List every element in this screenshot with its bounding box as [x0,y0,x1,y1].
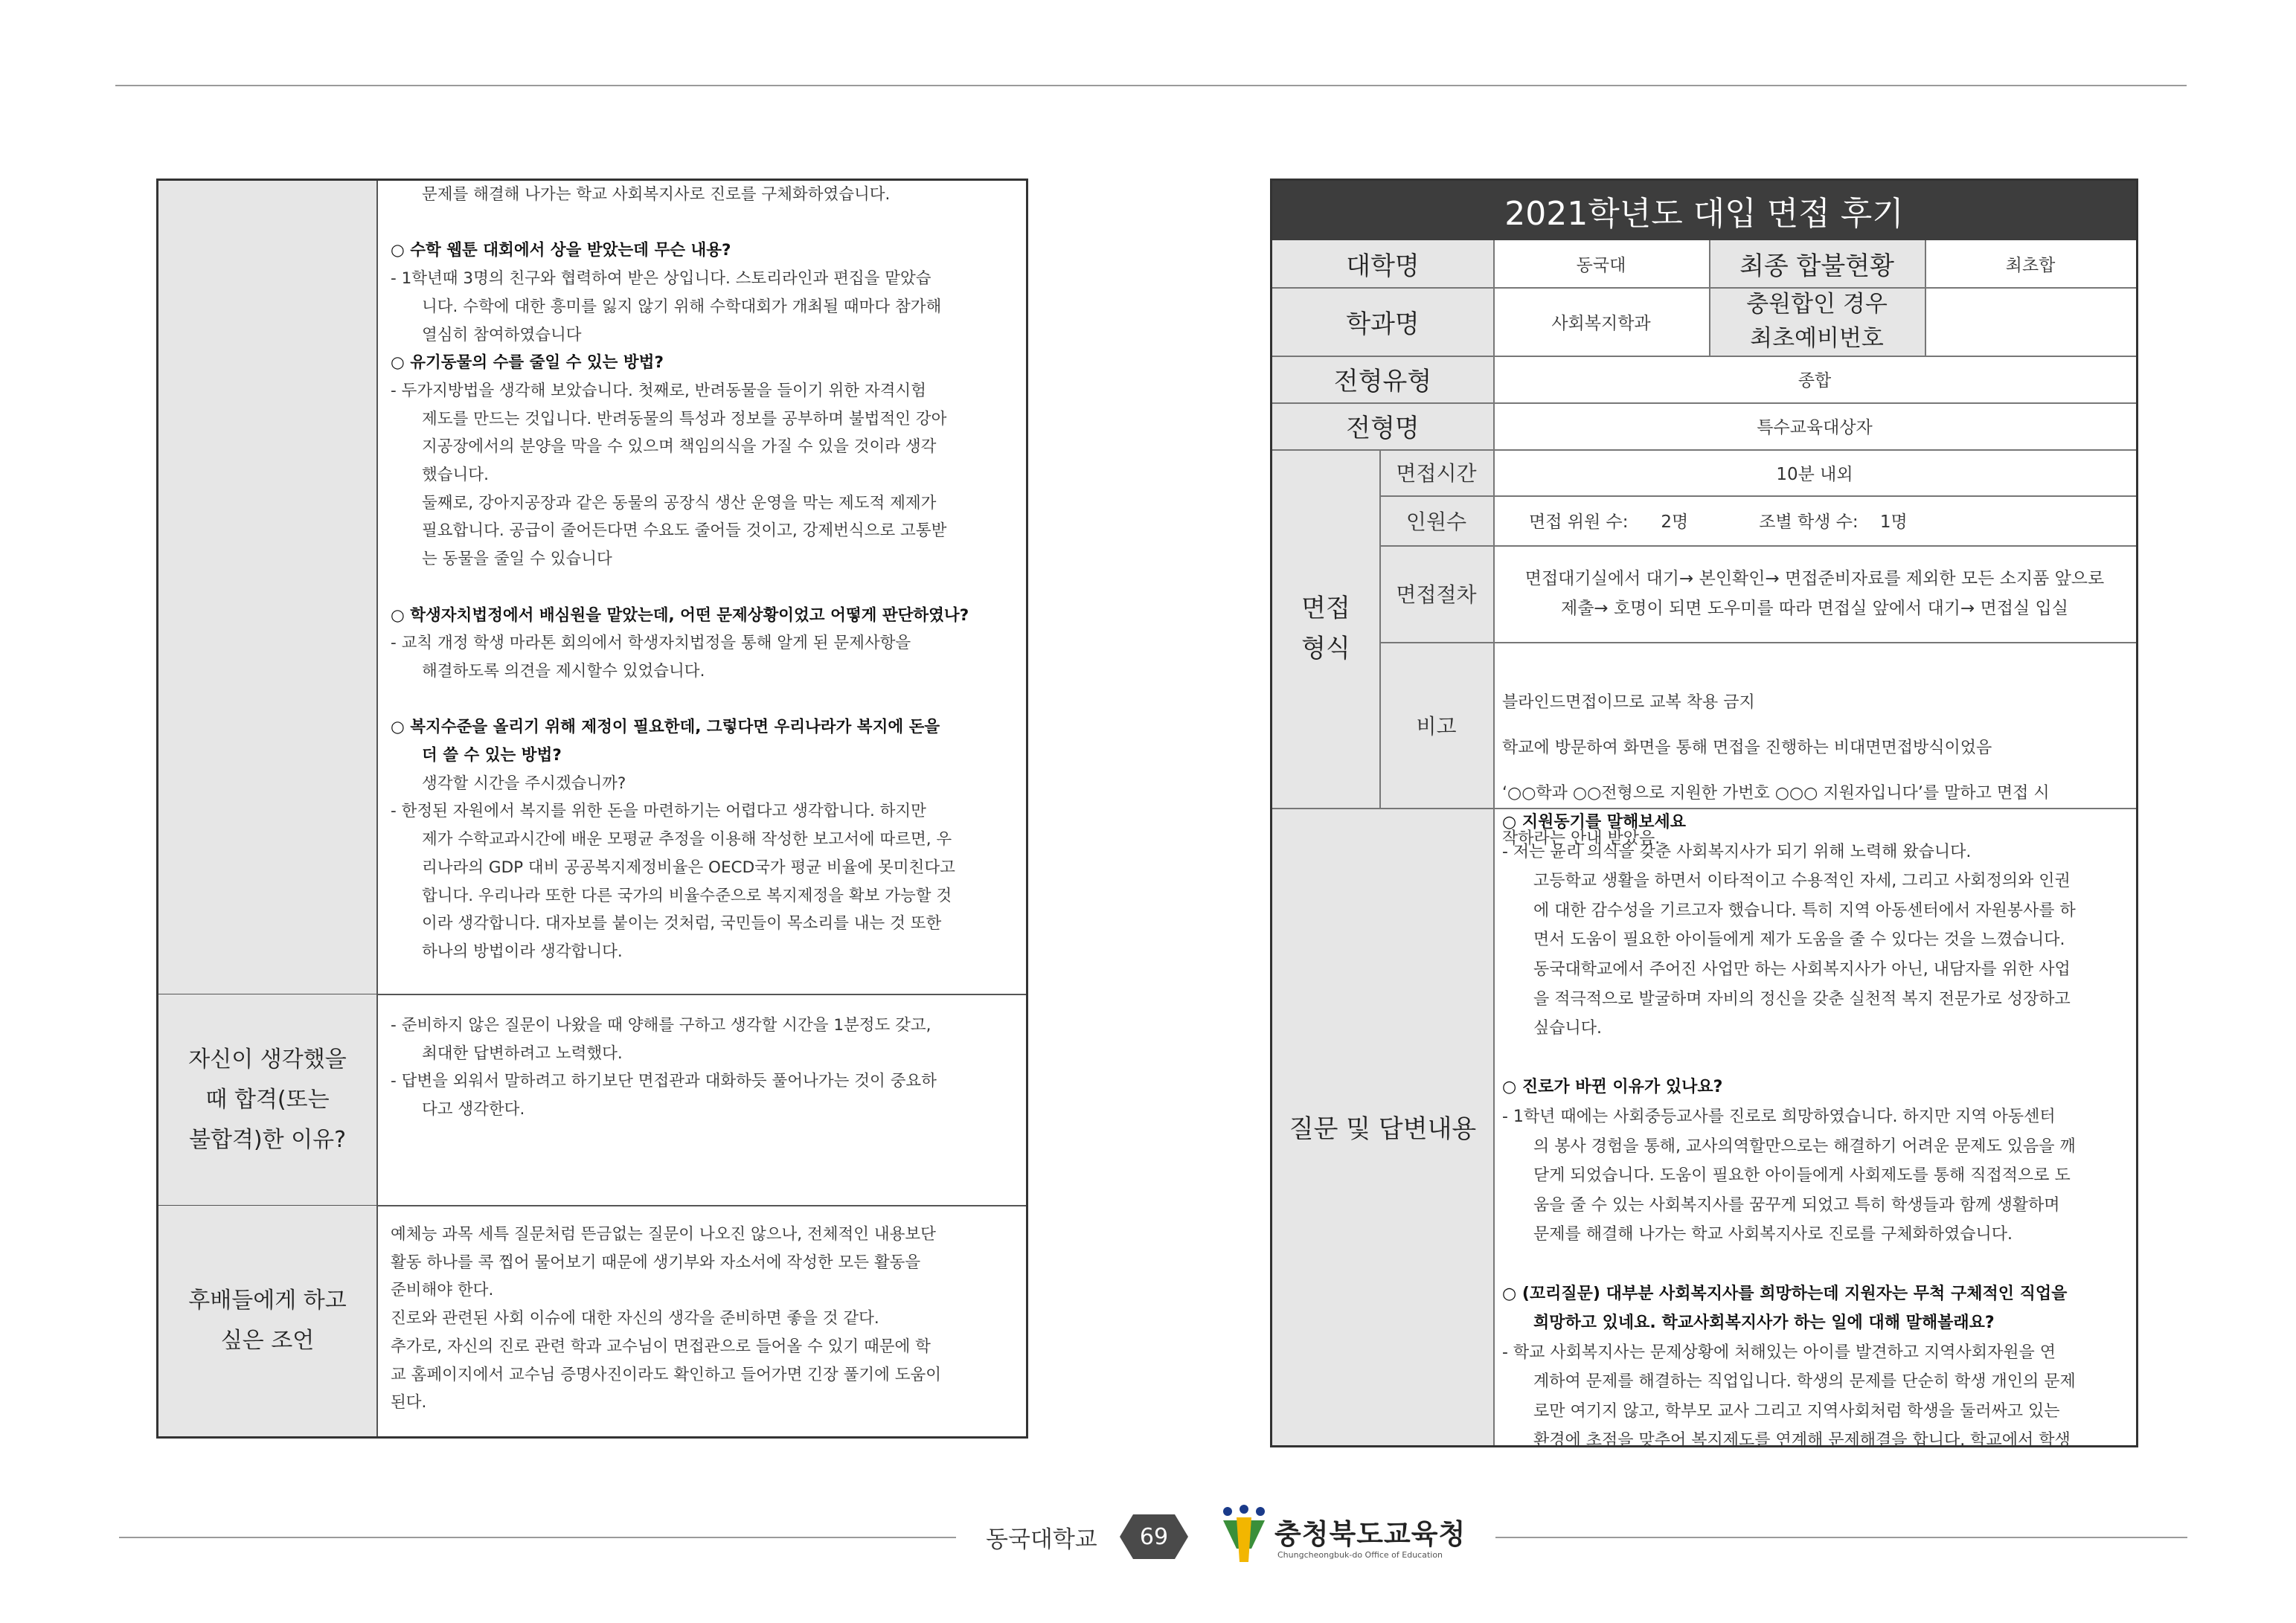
answer-line: 문제를 해결해 나가는 학교 사회복지사로 진로를 구체화하였습니다. [1533,1225,2013,1244]
footer-university: 동국대학교 [986,1526,1097,1553]
answer-line: - 두가지방법을 생각해 보았습니다. 첫째로, 반려동물을 들이기 위한 자격시험 [391,381,926,400]
question: ○ 진로가 바뀐 이유가 있나요? [1502,1078,1723,1097]
text-line: 교 홈페이지에서 교수님 증명사진이라도 확인하고 들어가면 긴장 풀기에 도움이 [391,1365,942,1384]
answer-line: 니다. 수학에 대한 흥미를 잃지 않기 위해 수학대회가 개최될 때마다 참가해 [422,297,942,316]
footer-org-name: 충청북도교육청 [1274,1518,1466,1550]
question: ○ (꼬리질문) 대부분 사회복지사를 희망하는데 지원자는 무척 구체적인 직업을 [1502,1284,2068,1303]
footer-rule-left [119,1537,956,1538]
qa-continued [380,181,1026,966]
answer-line: 싶습니다. [1533,1019,1603,1038]
question: 더 쓸 수 있는 방법? [422,746,562,765]
answer-line: 의 봉사 경험을 통해, 교사의역할만으로는 해결하기 어려운 문제도 있음을 깨 [1533,1137,2076,1156]
answer-line: - 저는 윤리 의식을 갖춘 사회복지사가 되기 위해 노력해 왔습니다. [1502,842,1972,861]
page-number: 69 [1139,1523,1169,1550]
education-office-logo-icon [1220,1504,1268,1565]
answer-line: - 학교 사회복지사는 문제상황에 처해있는 아이를 발견하고 지역사회자원을 연 [1502,1343,2056,1362]
text-line: - 준비하지 않은 질문이 나왔을 때 양해를 구하고 생각할 시간을 1분정도 갖고, [391,1016,931,1035]
note-label: 비고 [1379,642,1493,808]
dept-value: 사회복지학과 [1551,313,1651,333]
text-line: 문제를 해결해 나가는 학교 사회복지사로 진로를 구체화하였습니다. [422,185,891,204]
answer-line: - 한정된 자원에서 복지를 위한 돈을 마련하기는 어렵다고 생각합니다. 하지만 [391,802,926,821]
answer-line: 제도를 만드는 것입니다. 반려동물의 특성과 정보를 공부하며 불법적인 강아 [422,409,947,428]
text-line: - 답변을 외워서 말하려고 하기보단 면접관과 대화하듯 풀어나가는 것이 중요하 [391,1072,937,1091]
type-label: 전형유형 [1272,356,1493,402]
text-line: 다고 생각한다. [422,1100,525,1119]
text-line: 진로와 관련된 사회 이슈에 대한 자신의 생각을 준비하면 좋을 것 같다. [391,1309,879,1328]
proc-label: 면접절차 [1379,545,1493,642]
reason-content [380,1012,1026,1124]
proc-value: 면접대기실에서 대기→ 본인확인→ 면접준비자료를 제외한 모든 소지품 앞으로 제출→ 호명이 되면 도우미를 따라 면접실 앞에서 대기→ 면접실 입실 [1524,569,2105,618]
page-number-badge [1120,1514,1188,1559]
qa-content [1493,808,2136,1456]
text-line: 예체능 과목 세특 질문처럼 뜬금없는 질문이 나오진 않으나, 전체적인 내용보단 [391,1225,936,1244]
answer-line: 합니다. 우리나라 또한 다른 국가의 비율수준으로 복지제정을 확보 가능할 것 [422,886,952,905]
form-label: 면접 형식 [1272,449,1379,808]
answer-line: 에 대한 감수성을 기르고자 했습니다. 특히 지역 아동센터에서 자원봉사를 하 [1533,901,2076,920]
page-title: 2021학년도 대입 면접 후기 [1272,181,2136,240]
answer-line: 동국대학교에서 주어진 사업만 하는 사회복지사가 아닌, 내담자를 위한 사업 [1533,960,2071,979]
answer-line: 하나의 방법이라 생각합니다. [422,942,623,961]
name-label: 전형명 [1272,402,1493,449]
qa-label: 질문 및 답변내용 [1272,808,1493,1445]
top-rule [115,85,2187,86]
univ-label: 대학명 [1272,240,1493,287]
answer-line: - 1학년때 3명의 친구와 협력하여 받은 상입니다. 스토리라인과 편집을 맡았습 [391,269,931,289]
wait-label: 충원합인 경우 최초예비번호 [1709,287,1925,356]
text-line: 된다. [391,1393,427,1413]
people-value: 면접 위원 수: 2명 조별 학생 수: 1명 [1529,512,1908,532]
question: ○ 학생자치법정에서 배심원을 맡았는데, 어떤 문제상황이었고 어떻게 판단하였나? [391,605,969,625]
text-line: 활동 하나를 콕 찝어 물어보기 때문에 생기부와 자소서에 작성한 모든 활동을 [391,1253,921,1272]
answer-line: 닫게 되었습니다. 도움이 필요한 아이들에게 사회제도를 통해 직접적으로 도 [1533,1166,2071,1186]
question: ○ 유기동물의 수를 줄일 수 있는 방법? [391,353,664,373]
result-label: 최종 합불현황 [1709,240,1925,287]
answer-line: 고등학교 생활을 하면서 이타적이고 수용적인 자세, 그리고 사회정의와 인권 [1533,872,2071,891]
answer-line: 이라 생각합니다. 대자보를 붙이는 것처럼, 국민들이 목소리를 내는 것 또한 [422,914,942,933]
result-value: 최초합 [2005,256,2056,275]
question: 희망하고 있네요. 학교사회복지사가 하는 일에 대해 말해볼래요? [1533,1314,1995,1333]
answer-line: 해결하도록 의견을 제시할수 있었습니다. [422,661,705,681]
answer-line: 했습니다. [422,466,489,485]
answer-line: 필요합니다. 공급이 줄어든다면 수요도 줄어들 것이고, 강제번식으로 고통받 [422,521,947,541]
answer-line: 지공장에서의 분양을 막을 수 있으며 책임의식을 가질 수 있을 것이라 생각 [422,437,937,457]
answer-line: 로만 여기지 않고, 학부모 교사 그리고 지역사회처럼 학생을 둘러싸고 있는 [1533,1401,2060,1421]
answer-line: 을 적극적으로 발굴하며 자비의 정신을 갖춘 실천적 복지 전문가로 성장하고 [1533,989,2071,1009]
advice-label: 후배들에게 하고 싶은 조언 [158,1206,378,1436]
text-line: 준비해야 한다. [391,1281,494,1300]
answer-line: 제가 수학교과시간에 배운 모평균 추정을 이용해 작성한 보고서에 따르면, 우 [422,830,952,849]
time-value: 10분 내외 [1776,464,1853,484]
right-panel [1270,179,2138,1450]
answer-line: 둘째로, 강아지공장과 같은 동물의 공장식 생산 운영을 막는 제도적 제제가 [422,493,937,512]
question: ○ 복지수준을 올리기 위해 제정이 필요한데, 그렇다면 우리나라가 복지에 돈을 [391,718,940,737]
reason-label: 자신이 생각했을 때 합격(또는 불합격)한 이유? [158,994,378,1205]
text-line: 추가로, 자신의 진로 관련 학과 교수님이 면접관으로 들어올 수 있기 때문에 학 [391,1337,931,1356]
answer-line: - 1학년 때에는 사회중등교사를 진로로 희망하였습니다. 하지만 지역 아동센터 [1502,1107,2056,1126]
question: ○ 지원동기를 말해보세요 [1502,813,1687,832]
answer-line: 리나라의 GDP 대비 공공복지제정비율은 OECD국가 평균 비율에 못미친다고 [422,858,955,877]
left-panel [156,179,1028,1439]
name-value: 특수교육대상자 [1757,418,1873,437]
answer-line: 열심히 참여하였습니다 [422,325,582,344]
text-line: 최대한 답변하려고 노력했다. [422,1044,623,1063]
answer-line: 면서 도움이 필요한 아이들에게 제가 도움을 줄 수 있다는 것을 느꼈습니다. [1533,931,2065,950]
advice-content [380,1221,1026,1417]
univ-value: 동국대 [1576,256,1626,275]
wait-value [1925,287,2136,356]
answer-line: 는 동물을 줄일 수 있습니다 [422,550,612,569]
answer-line: 움을 줄 수 있는 사회복지사를 꿈꾸게 되었고 특히 학생들과 함께 생활하며 [1533,1195,2060,1215]
note-value: 블라인드면접이므로 교복 착용 금지 학교에 방문하여 화면을 통해 면접을 진행하는 비대면면접방식이었음 ‘○○학과 ○○전형으로 지원한 가번호 ○○○ 지원자입니다’를 말하고 면접 시 작하라는 안내 받았음. [1502,693,2050,848]
question: ○ 수학 웹툰 대회에서 상을 받았는데 무슨 내용? [391,241,731,260]
type-value: 종합 [1798,371,1832,391]
answer-line: - 교칙 개정 학생 마라톤 회의에서 학생자치법정을 통해 알게 된 문제사항을 [391,634,911,653]
people-label: 인원수 [1379,495,1493,545]
dept-label: 학과명 [1272,287,1493,356]
answer-line: 생각할 시간을 주시겠습니까? [422,774,626,793]
answer-line: 계하여 문제를 해결하는 직업입니다. 학생의 문제를 단순히 학생 개인의 문제 [1533,1372,2076,1392]
footer-rule-right [1495,1537,2187,1538]
footer-org-english: Chungcheongbuk-do Office of Education [1277,1550,1443,1560]
answer-line: 환경에 초점을 맞추어 복지제도를 연계해 문제해결을 합니다. 학교에서 학생 [1533,1431,2071,1450]
label-cell-empty [158,181,378,994]
time-label: 면접시간 [1379,449,1493,495]
